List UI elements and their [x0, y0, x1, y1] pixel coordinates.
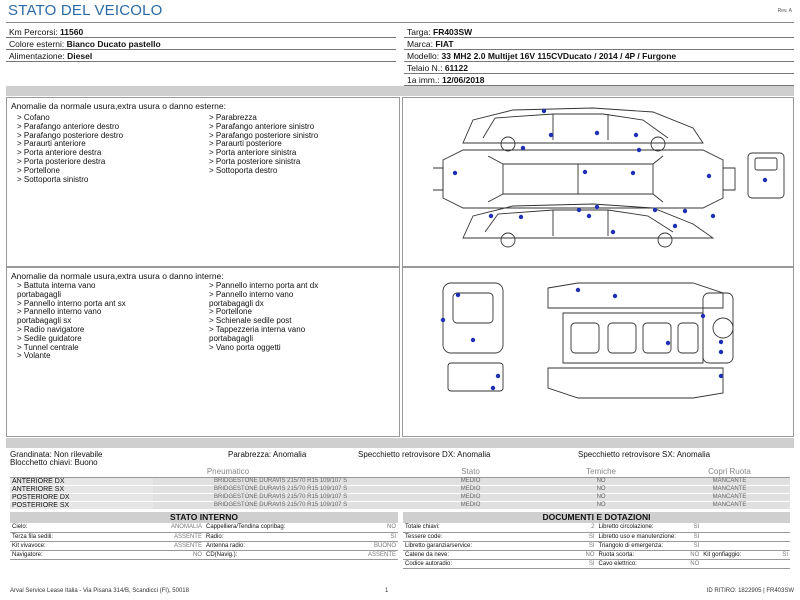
tyre-position: POSTERIORE SX — [10, 501, 153, 509]
damage-list-item: > Cofano — [17, 113, 50, 122]
tyre-row — [10, 477, 790, 485]
brand-value: FIAT — [435, 39, 454, 49]
tyre-temiche: NO — [533, 501, 669, 509]
documenti-title: DOCUMENTI E DOTAZIONI — [403, 512, 790, 523]
damage-list-item: > Vano porta oggetti — [209, 342, 281, 352]
damage-list-item: > Portellone — [209, 307, 252, 317]
field-value: NO — [681, 550, 701, 559]
field-value: BUONO — [340, 541, 398, 550]
field-value: SI — [500, 541, 597, 550]
field-label: Codice autoradio: — [403, 559, 500, 568]
interior-damage-dots — [441, 288, 723, 390]
tyre-cover: MANCANTE — [669, 477, 790, 485]
interior-list-col2 — [209, 282, 318, 352]
damage-list-item: portabagagli dx — [209, 298, 264, 308]
tyre-state: MEDIO — [408, 477, 533, 485]
tyres-table — [10, 467, 790, 510]
field-value: SI — [681, 532, 701, 541]
registration-value: 12/06/2018 — [441, 75, 485, 85]
field-label: Kit vivavoce: — [10, 541, 146, 550]
footer-page-number: 1 — [385, 588, 389, 594]
interior-list-col1 — [17, 282, 126, 361]
damage-list-item: portabagagli sx — [17, 316, 72, 326]
field-label — [701, 559, 765, 568]
damage-list-item: > Sottoporta sinistro — [17, 174, 89, 184]
exterior-damage-panel — [6, 97, 400, 267]
registration-row: 1a imm.: 12/06/2018 — [404, 74, 794, 86]
plate-row: Targa: FR403SW — [404, 26, 794, 38]
field-value: ASSENTE — [340, 550, 398, 559]
damage-list-item: > Pannello interno vano — [209, 289, 294, 299]
documenti-row — [403, 523, 790, 532]
field-label — [701, 532, 765, 541]
chassis-row: Telaio N.: 61122 — [404, 62, 794, 74]
documenti-row — [403, 541, 790, 550]
mirror-sx-status: Specchietto retrovisore SX: Anomalia — [578, 450, 711, 459]
grandinata-status: Grandinata: Non rilevabile — [10, 450, 103, 459]
field-label: Kit gonfiaggio: — [701, 550, 765, 559]
damage-list-item: > Pannello interno porta ant sx — [17, 298, 126, 308]
brand-row: Marca: FIAT — [404, 38, 794, 50]
damage-list-item: > Porta posteriore destra — [17, 156, 106, 166]
tyre-position: ANTERIORE SX — [10, 485, 153, 493]
damage-list-item: > Tunnel centrale — [17, 342, 79, 352]
field-value: NO — [340, 523, 398, 532]
damage-list-item: > Tappezzeria interna vano — [209, 324, 306, 334]
field-label: Libretto circolazione: — [597, 523, 682, 532]
exterior-car-diagram — [403, 98, 793, 266]
stato-interno-row — [10, 532, 398, 541]
page-title: STATO DEL VEICOLO — [8, 2, 163, 19]
damage-list-item: > Porta posteriore sinistra — [209, 156, 301, 166]
field-label: Catene da neve: — [403, 550, 500, 559]
title-rule — [6, 22, 794, 23]
damage-list-item: > Parafango anteriore sinistro — [209, 121, 315, 131]
separator-bar-2 — [6, 438, 794, 448]
damage-list-item: > Pannello interno vano — [17, 307, 102, 317]
exterior-damage-dots — [453, 109, 767, 234]
damage-list-item: > Paraurti posteriore — [209, 139, 282, 149]
stato-interno-row — [10, 550, 398, 559]
field-value: ASSENTE — [146, 541, 204, 550]
stato-interno-row — [10, 523, 398, 532]
field-value: ANOMALIA — [146, 523, 204, 532]
tyre-temiche: NO — [533, 477, 669, 485]
tyre-row — [10, 501, 790, 509]
field-label: Ruota scorta: — [597, 550, 682, 559]
field-label: Terza fila sedili: — [10, 532, 146, 541]
footer-id: ID RITIRO: 1822905 | FR403SW — [706, 588, 794, 594]
exterior-list-col1 — [17, 114, 123, 184]
field-value: ASSENTE — [146, 532, 204, 541]
field-value: SI — [340, 532, 398, 541]
damage-list-item: > Paraurti anteriore — [17, 139, 86, 149]
field-label: Antenna radio: — [204, 541, 340, 550]
mirror-dx-status: Specchietto retrovisore DX: Anomalia — [358, 450, 491, 459]
color-row: Colore esterni: Bianco Ducato pastello — [6, 38, 396, 50]
documenti-row — [403, 532, 790, 541]
cover-col-header: Copri Ruota — [669, 467, 790, 477]
damage-list-item: > Porta anteriore sinistra — [209, 148, 297, 158]
tyre-position: ANTERIORE DX — [10, 477, 153, 485]
fuel-value: Diesel — [67, 51, 93, 61]
damage-list-item: > Sottoporta destro — [209, 165, 278, 175]
tyre-row — [10, 493, 790, 501]
damage-list-item: > Pannello interno porta ant dx — [209, 281, 319, 290]
damage-list-item: > Volante — [17, 351, 51, 361]
damage-list-item: portabagagli — [209, 333, 254, 343]
field-label — [701, 523, 765, 532]
exterior-diagram-panel — [402, 97, 794, 267]
field-label: Tessere code: — [403, 532, 500, 541]
field-label: Navigatore: — [10, 550, 146, 559]
footer-address: Arval Service Lease Italia - Via Pisana 314/B, Scandicci (FI), 50018 — [10, 588, 189, 594]
field-value: SI — [500, 559, 597, 568]
tyre-position: POSTERIORE DX — [10, 493, 153, 501]
model-row: Modello: 33 MH2 2.0 Multijet 16V 115CVDucato / 2014 / 4P / Furgone — [404, 50, 794, 62]
damage-list-item: > Sedile guidatore — [17, 333, 82, 343]
color-value: Bianco Ducato pastello — [66, 39, 161, 49]
field-label: Libretto uso e manutenzione: — [597, 532, 682, 541]
vehicle-info-left — [6, 26, 396, 62]
vehicle-info-right — [404, 26, 794, 86]
fuel-row: Alimentazione: Diesel — [6, 50, 396, 62]
damage-list-item: > Porta anteriore destra — [17, 148, 102, 158]
field-value — [766, 532, 790, 541]
damage-list-item: > Parafango anteriore destro — [17, 121, 120, 131]
field-label: Libretto garanzia/service: — [403, 541, 500, 550]
documenti-table — [403, 523, 790, 569]
documenti-block — [403, 512, 790, 569]
tyre-model: BRIDGESTONE DURAVIS 215/70 R15 109/107 S — [153, 501, 408, 509]
damage-list-item: > Portellone — [17, 165, 60, 175]
interior-car-diagram — [403, 268, 793, 436]
field-value: NO — [146, 550, 204, 559]
tyre-state: MEDIO — [408, 501, 533, 509]
field-label: Cielo: — [10, 523, 146, 532]
model-value: 33 MH2 2.0 Multijet 16V 115CVDucato / 2014 / 4P / Furgone — [441, 51, 677, 61]
keyblock-status: Blocchetto chiavi: Buono — [10, 458, 98, 467]
tyre-cover: MANCANTE — [669, 493, 790, 501]
tyre-cover: MANCANTE — [669, 485, 790, 493]
exterior-title: Anomalie da normale usura,extra usura o danno esterne: — [11, 101, 226, 111]
damage-list-item: > Schienale sedile post — [209, 316, 292, 326]
plate-value: FR403SW — [433, 27, 473, 37]
field-label: Radio: — [204, 532, 340, 541]
tyre-model: BRIDGESTONE DURAVIS 215/70 R15 109/107 S — [153, 477, 408, 485]
damage-list-item: > Battuta interna vano — [17, 281, 96, 290]
tyre-temiche: NO — [533, 485, 669, 493]
tyre-temiche: NO — [533, 493, 669, 501]
tyre-model: BRIDGESTONE DURAVIS 215/70 R15 109/107 S — [153, 493, 408, 501]
separator-bar — [6, 86, 794, 96]
field-label: Totale chiavi: — [403, 523, 500, 532]
damage-list-item: > Parafango posteriore destro — [17, 130, 124, 140]
damage-list-item: portabagagli — [17, 289, 62, 299]
stato-interno-table — [10, 523, 398, 560]
tyre-state: MEDIO — [408, 485, 533, 493]
field-value: NO — [500, 550, 597, 559]
field-value: SI — [681, 541, 701, 550]
tyre-row — [10, 485, 790, 493]
exterior-list-col2 — [209, 114, 318, 176]
interior-diagram-panel — [402, 267, 794, 437]
documenti-row — [403, 559, 790, 568]
tyre-cover: MANCANTE — [669, 501, 790, 509]
documenti-row — [403, 550, 790, 559]
field-label: Triangolo di emergenza: — [597, 541, 682, 550]
interior-title: Anomalie da normale usura,extra usura o danno interne: — [11, 271, 224, 281]
field-value: SI — [500, 532, 597, 541]
damage-list-item: > Parafango posteriore sinistro — [209, 130, 319, 140]
tyre-col-header: Pneumatico — [10, 467, 408, 477]
stato-interno-block — [10, 512, 398, 560]
damage-list-item: > Parabrezza — [209, 113, 257, 122]
field-label: Cappelliera/Tendina copribag: — [204, 523, 340, 532]
tyre-model: BRIDGESTONE DURAVIS 215/70 R15 109/107 S — [153, 485, 408, 493]
field-label: CD(Navig.): — [204, 550, 340, 559]
km-value: 11560 — [60, 27, 84, 37]
field-value — [766, 523, 790, 532]
damage-list-item: > Radio navigatore — [17, 324, 85, 334]
tyre-state: MEDIO — [408, 493, 533, 501]
stato-interno-title: STATO INTERNO — [10, 512, 398, 523]
field-value: SI — [766, 550, 790, 559]
parabrezza-status: Parabrezza: Anomalia — [228, 450, 307, 459]
field-label — [701, 541, 765, 550]
field-label: Cavo elettrico: — [597, 559, 682, 568]
chassis-value: 61122 — [444, 63, 468, 73]
field-value — [766, 541, 790, 550]
interior-damage-panel — [6, 267, 400, 437]
tyres-header — [10, 467, 790, 477]
temiche-col-header: Temiche — [533, 467, 669, 477]
field-value: SI — [681, 523, 701, 532]
revision-label: Rev. A — [777, 8, 792, 14]
field-value: 2 — [500, 523, 597, 532]
state-col-header: Stato — [408, 467, 533, 477]
km-row: Km Percorsi: 11560 — [6, 26, 396, 38]
field-value — [766, 559, 790, 568]
field-value: NO — [681, 559, 701, 568]
stato-interno-row — [10, 541, 398, 550]
